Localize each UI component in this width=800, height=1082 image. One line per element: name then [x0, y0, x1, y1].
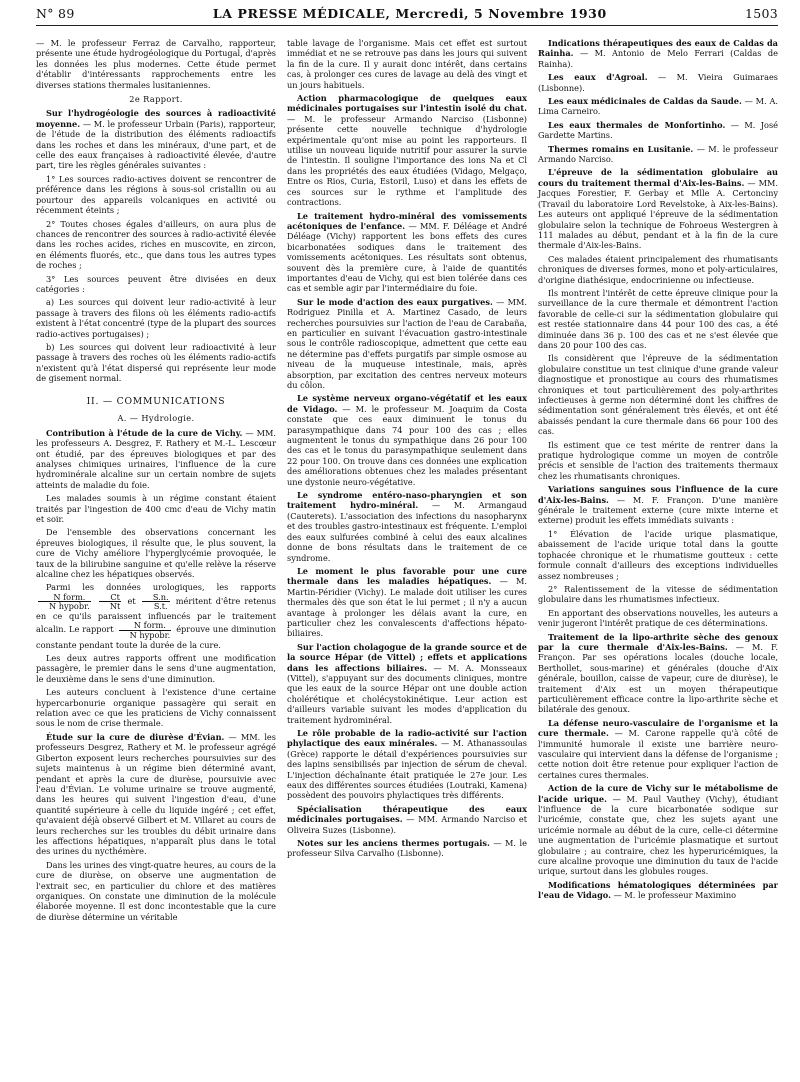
article-body: — M. Paul Vauthey (Vichy), étudiant l'influence de la cure bicarbonatée sodique sur l'uricémie, constate que, chez les sujets ayant une uricémie normale au début de la cure, celle-ci détermine une augmentation de l'uricémie plasmatique et surtout globulaire ; au contraire, chez les hyperuricémiques, la cure alcaline provoque une diminution du taux de l'acide urique, surtout dans les globules rouges.: [538, 793, 778, 877]
article-title: Action de la cure de Vichy sur le métabolisme de l'acide urique.: [538, 783, 778, 804]
article-body: — MM. Jacques Forestier, F. Gerbay et Mlle A. Certonciny (Travail du laboratoire Lord Revelstoke, à Aix-les-Bains). Les auteurs ont appliqué l'épreuve de la sédimentation globulaire selon la technique de Fohroeus Westergren à 111 malades au début, pendant et à la fin de la cure thermale d'Aix-les-Bains.: [538, 177, 778, 251]
article-vittel: [287, 642, 527, 725]
article-body: — M. le professeur Urbain (Paris), rapporteur, de l'étude de la distribution des éléments radioactifs dans les roches et dans les minéraux, d'une part, et de celle des eaux françaises à radioactivité élevée, d'autre part, tire les règles générales suivantes :: [36, 118, 276, 171]
article-title: L'épreuve de la sédimentation globulaire au cours du traitement thermal d'Aix-les-Bains.: [538, 167, 778, 188]
fraction-denominator: N hypobr.: [49, 601, 90, 612]
article-body: — M. A. Lima Carneiro.: [538, 96, 778, 117]
column-2: [287, 38, 527, 925]
article-title: Les eaux d'Agroal.: [548, 72, 648, 83]
article-title: Spécialisation thérapeutique des eaux médicinales portugaises.: [287, 803, 527, 825]
article-body: — M. le professeur Maximino: [613, 890, 737, 901]
article-title: Notes sur les anciens thermes portugais.: [297, 838, 490, 849]
columns: [36, 38, 778, 925]
article-title: Les eaux médicinales de Caldas da Saude.: [548, 96, 742, 107]
article-body: — MM. les professeurs Desgrez, Rathery et M. le professeur agrégé Giberton exposent leurs recherches poursuivies sur des sujets maintenus à un régime bien déterminé avant, pendant et après la cure de diurèse, poursuivie avec l'eau d'Évian. Le volume urinaire se trouve augmenté, dans les heures qui suivent l'ingestion d'eau, d'une quantité supérieure à celle du liquide ingéré ; cet effet, qu'avaient déjà observé Gilbert et M. Villaret au cours de leurs recherches sur les troubles du débit urinaire dans les affections hépatiques, n'apparaît plus dans le total des urines du nycthémère.: [36, 731, 276, 857]
ratio-intro: Parmi les données urologiques, les rapports: [46, 582, 276, 593]
paragraph: Ils montrent l'intérêt de cette épreuve clinique pour la surveillance de la cure thermale et démontrent l'action favorable de celle-ci sur la sédimentation globulaire qui est restée stationnaire dans 44 pour 100 des cas, a été diminuée dans 36 p. 100 des cas et ne s'est élevée que dans 20 pour 100 des cas.: [538, 287, 778, 350]
article-title: Le rôle probable de la radio-activité sur l'action phylactique des eaux minérales.: [287, 728, 527, 749]
article-evian: [36, 732, 276, 857]
article-body: — M. le professeur Armando Narciso.: [538, 143, 778, 165]
article-title: Contribution à l'étude de la cure de Vichy.: [46, 427, 243, 438]
article-title: Variations sanguines sous l'influence de la cure d'Aix-les-Bains.: [538, 484, 778, 505]
rapport-heading: 2e Rapport.: [129, 94, 183, 105]
article-lipo-arthrite: [538, 632, 778, 715]
page-number: 1503: [744, 6, 778, 21]
article-body: — MM. Armando Narciso et Oliveira Suzes (Lisbonne).: [287, 814, 527, 835]
paragraph: Dans les urines des vingt-quatre heures, au cours de la cure de diurèse, on observe une augmentation de l'extrait sec, en particulier du chlore et des matières organiques. On constate une diminution de la molécule élaborée moyenne. Il est donc incontestable que la cure de diurèse détermine un véritable: [36, 859, 276, 922]
article-title: Indications thérapeutiques des eaux de Caldas da Rainha.: [538, 38, 778, 59]
article-body: — M. Antonio de Melo Ferrari (Caldas de Rainha).: [538, 48, 778, 69]
rule-2: 2° Toutes choses égales d'ailleurs, on aura plus de chances de rencontrer des sources à radio-activité élevée dans les roches acides, riches en muscovite, en zircon, en éléments fluorés, etc., que dans tous les autres types de roches ;: [36, 218, 276, 271]
article-eaux-purgatives: [287, 297, 527, 391]
ratio-paragraph: [36, 582, 276, 650]
article-title: Modifications hématologiques déterminées par l'eau de Vidago.: [538, 879, 778, 901]
column-1: [36, 38, 276, 925]
fraction-numerator: N form.: [119, 621, 172, 631]
paragraph: En apportant des observations nouvelles, les auteurs a venir jugeront l'intérêt pratique de ces déterminations.: [538, 607, 778, 629]
article-anciens-thermes: [287, 838, 527, 859]
running-head: [36, 6, 778, 26]
article-body: — M. Martin-Péridier (Vichy). Le malade doit utiliser les cures thermales dès que son état le lui permet ; il n'y a aucun avantage à prolonger les délais avant la cure, en particulier chez les convalescents d'affections hépato-biliaires.: [287, 576, 527, 639]
article-vomissements: [287, 211, 527, 294]
paragraph: Ils estiment que ce test mérite de rentrer dans la pratique hydrologique comme un moyen de contrôle précis et sensible de l'action des traitements thermaux chez les rhumatisants chroniques.: [538, 439, 778, 481]
fraction-denominator: S.t.: [153, 601, 168, 612]
article-thermes-romains: [538, 144, 778, 165]
fraction-denominator: Nt: [109, 601, 121, 612]
paragraph: Les malades soumis à un régime constant étaient traités par l'ingestion de 400 cmc d'eau de Vichy matin et soir.: [36, 493, 276, 524]
article-agroal: [538, 72, 778, 93]
article-body: — M. F. Françon. D'une manière générale le traitement externe (cure mixte interne et externe) produit les effets immédiats suivants :: [538, 494, 778, 526]
article-vidago-nerveux: [287, 393, 527, 487]
article-title: Le syndrome entéro-naso-pharyngien et son traitement hydro-minéral.: [287, 490, 527, 511]
paragraph: Les deux autres rapports offrent une modification passagère, le premier dans le sens d'une augmentation, le deuxième dans le sens d'une diminution.: [36, 653, 276, 684]
article-specialisation: [287, 804, 527, 835]
paragraph: 1° Élévation de l'acide urique plasmatique, abaissement de l'acide urique total dans la goutte tophacée chronique et le rhumatisme goutteux : cette formule connaît d'ailleurs des exceptions individuelles assez nombreuses ;: [538, 528, 778, 581]
fraction: [99, 593, 121, 611]
article-moment-cure: [287, 566, 527, 639]
article-body: — MM. les professeurs A. Desgrez, F. Rathery et M.-L. Lescœur ont étudié, par des épreuves biologiques et par des analyses chimiques urinaires, l'influence de la cure hydrominérale alcaline sur un certain nombre de sujets atteints de maladie du foie.: [36, 427, 276, 490]
article-defense-neuro: [538, 718, 778, 780]
rule-3: 3° Les sources peuvent être divisées en deux catégories :: [36, 273, 276, 294]
hydrologie-subheading: A. — Hydrologie.: [117, 413, 195, 424]
article-caldas-rainha: [538, 38, 778, 69]
article-body: — M. le professeur M. Joaquim da Costa constate que ces eaux diminuent le tonus du parasympathique dans 74 pour 100 des cas ; elles augmentent le tonus du sympathique dans 26 pour 100 des cas et le tonus du parasympathique seulement dans 22 pour 100. On trouve dans ces données une explication des améliorations obtenues chez les malades présentant une dystonie neuro-végétative.: [287, 403, 528, 487]
article-body: — M. A. Monsseaux (Vittel), s'appuyant sur des documents cliniques, montre que les eaux de la source Hépar ont une double action cholérétique et cholécystokinétique. Leur action est d'ailleurs variable suivant les modes d'application du traitement hydrominéral.: [287, 662, 527, 725]
article-body: — M. Armangaud (Cauterets). L'association des infections du nasopharynx et des troubles gastro-intestinaux est fréquente. L'emploi des eaux sulfurées combiné à celui des eaux alcalines donne de bons résultats dans le traitement de ce syndrome.: [287, 500, 527, 563]
article-intestin-chat: [287, 93, 527, 207]
article-title: Thermes romains en Lusitanie.: [548, 143, 694, 154]
rule-b: b) Les sources qui doivent leur radioactivité à leur passage à travers des roches où les éléments radio-actifs n'existent qu'à l'état dispersé qui représente leur mode de gisement normal.: [36, 341, 276, 384]
paragraph: 2° Ralentissement de la vitesse de sédimentation globulaire dans les rhumatismes infectieux.: [538, 583, 778, 605]
fraction-numerator: S.n.: [142, 593, 170, 603]
article-body: — M. le professeur Armando Narciso (Lisbonne) présente cette nouvelle technique d'hydrologie expérimentale qu'ont mise au point les rapporteurs. Il utilise un nouveau liquide nutritif pour assurer la survie de l'intestin. Il souligne l'importance des ions Na et Cl dans les propriétés des eaux étudiées (Vidago, Melgaço, Entre os Rios, Curia, Estoril, Luso) et dans les effets de ces sources sur le rythme et l'amplitude des contractions.: [287, 113, 527, 208]
rule-a: a) Les sources qui doivent leur radio-activité à leur passage à travers des filons où les éléments radio-actifs existent à l'état concentré (type de la plupart des sources radio-actives portugaises) ;: [36, 297, 276, 339]
fraction-numerator: N form.: [38, 593, 91, 603]
ratio-conjunction: et: [127, 595, 136, 606]
article-title: Les eaux thermales de Monfortinho.: [548, 119, 726, 130]
ratio-text: éprouve une diminution constante pendant toute la durée de la cure.: [36, 624, 277, 650]
article-title: Traitement de la lipo-arthrite sèche des genoux par la cure thermale d'Aix-les-Bains.: [538, 631, 778, 652]
paragraph: Ces malades étaient principalement des rhumatisants chroniques de diverses formes, mono et poly-articulaires, d'origine diathésique, endocrinienne ou infectieuse.: [538, 253, 778, 285]
article-acide-urique: [538, 783, 778, 877]
article-title: Le moment le plus favorable pour une cure thermale dans les maladies hépatiques.: [287, 565, 527, 587]
article-body: — M. Athanassoulas (Grèce) rapporte le détail d'expériences poursuivies sur des lapins sensibilisés par injection de sérum de cheval. L'injection déchaînante était pratiquée le 27e jour. Les eaux des différentes sources étudiées (Loutraki, Kamena) possèdent des pouvoirs phylactiques très différents.: [287, 738, 527, 801]
communications-heading: II. — COMMUNICATIONS: [86, 395, 226, 407]
fraction: [119, 621, 172, 639]
paragraph: Les auteurs concluent à l'existence d'une certaine hypercarbonurie organique passagère qui serait en relation avec ce que les praticiens de Vichy connaissent sous le nom de crise thermale.: [36, 687, 276, 729]
article-radioactivite: [287, 728, 527, 801]
article-title: Étude sur la cure de diurèse d'Évian.: [46, 731, 225, 742]
article-title: Sur le mode d'action des eaux purgatives.: [297, 296, 493, 307]
paragraph: De l'ensemble des observations concernant les épreuves biologiques, il résulte que, le plus souvent, la cure de Vichy améliore l'hyperglycémie provoquée, le taux de la bilirubine sanguine et qu'elle relève la réserve alcaline chez les hépatiques observés.: [36, 527, 276, 579]
fraction-denominator: N hypobr.: [129, 630, 171, 641]
article-hematologiques: [538, 880, 778, 901]
article-body: — M. le professeur Silva Carvalho (Lisbonne).: [287, 838, 527, 859]
article-body: — MM. F. Déléage et André Déléage (Vichy) rapportent les bons effets des cures bicarbonatées sodiques dans le traitement des vomissements acétoniques. Les résultats sont obtenus, souvent dès la première cure, à l'aide de quantités importantes d'eau de Vichy, qui est bien tolérée dans ces cas et semble agir par l'intermédiaire du foie.: [287, 220, 528, 294]
article-title: Sur l'hydrogéologie des sources à radioactivité moyenne.: [36, 108, 276, 129]
fraction: [38, 593, 91, 611]
journal-title: LA PRESSE MÉDICALE, Mercredi, 5 Novembre 1930: [212, 6, 607, 21]
fraction: [142, 593, 170, 611]
article-body: — M. F. Françon. Par ses opérations locales (douche locale, Berthollet, sous-marine) et générales (douche d'Aix générale, bouillon, caisse de vapeur, cure de diurèse), le traitement d'Aix est un moyen thérapeutique particulièrement efficace contre la lipo-arthrite sèche et bilatérale des genoux.: [538, 641, 779, 715]
article-variations-sanguines: [538, 484, 778, 526]
article-title: Sur l'action cholagogue de la grande source et de la source Hépar (de Vittel) ; effets et applications dans les affections biliaires.: [287, 641, 527, 673]
article-title: La défense neuro-vasculaire de l'organisme et la cure thermale.: [538, 717, 778, 739]
article-body: — M. Vieira Guimaraes (Lisbonne).: [538, 72, 778, 93]
paragraph: Ils considèrent que l'épreuve de la sédimentation globulaire constitue un test clinique d'une grande valeur diagnostique et pronostique au cours des rhumatismes chroniques et tout particulièrement des poly-arthrites infectieuses à germe non déterminé dont les chiffres de sédimentation sont généralement très élevés, et ont été abaissés pendant la cure thermale dans 66 pour 100 des cas.: [538, 353, 778, 437]
article-entero-naso: [287, 490, 527, 563]
article-caldas-saude: [538, 96, 778, 117]
continued-paragraph: table lavage de l'organisme. Mais cet effet est surtout immédiat et ne se retrouve pas dans les jours qui suivent la fin de la cure. Il y aurait donc intérêt, dans certains cas, à prolonger ces cures de lavage au delà des vingt et un jours habituels.: [287, 38, 527, 90]
article-hydrogeologie: [36, 108, 276, 170]
article-sedimentation: [538, 167, 778, 250]
column-3: [538, 38, 778, 925]
article-title: Le système nerveux organo-végétatif et les eaux de Vidago.: [287, 393, 527, 414]
ratio-text: méritent d'être retenus en ce qu'ils paraissent influencés par le traitement alcalin. Le rapport: [36, 595, 276, 635]
rule-1: 1° Les sources radio-actives doivent se rencontrer de préférence dans les régions à sous-sol cristallin ou au pourtour des appareils volcaniques en activité ou récemment éteints ;: [36, 173, 276, 216]
article-body: — MM. Rodriguez Pinilla et A. Martinez Casado, de leurs recherches poursuivies sur l'action de l'eau de Carabaña, en particulier en suivant l'évacuation gastro-intestinale sous le contrôle radioscopique, admettent que cette eau ne détermine pas d'effets purgatifs par simple osmose au niveau de la muqueuse intestinale, mais, après absorption, par excitation des centres nerveux moteurs du côlon.: [287, 296, 527, 390]
intro-paragraph: — M. le professeur Ferraz de Carvalho, rapporteur, présente une étude hydrogéologique du Portugal, d'après les données les plus modernes. Cette étude permet d'établir d'intéressants rapprochements entre les diverses stations thermales lusitaniennes.: [36, 38, 276, 90]
fraction-numerator: Ct: [99, 593, 121, 603]
article-body: — M. José Gardette Martins.: [538, 119, 779, 141]
article-monfortinho: [538, 120, 778, 141]
issue-number: N° 89: [36, 6, 75, 21]
article-title: Action pharmacologique de quelques eaux médicinales portugaises sur l'intestin isolé du chat.: [287, 93, 527, 114]
article-body: — M. Carone rappelle qu'à côté de l'immunité humorale il existe une barrière neuro-vasculaire qui intervient dans la défense de l'organisme ; cette notion doit être retenue pour expliquer l'action de certaines cures thermales.: [538, 728, 778, 780]
article-title: Le traitement hydro-minéral des vomissements acétoniques de l'enfance.: [287, 210, 527, 231]
article-vichy: [36, 428, 276, 490]
